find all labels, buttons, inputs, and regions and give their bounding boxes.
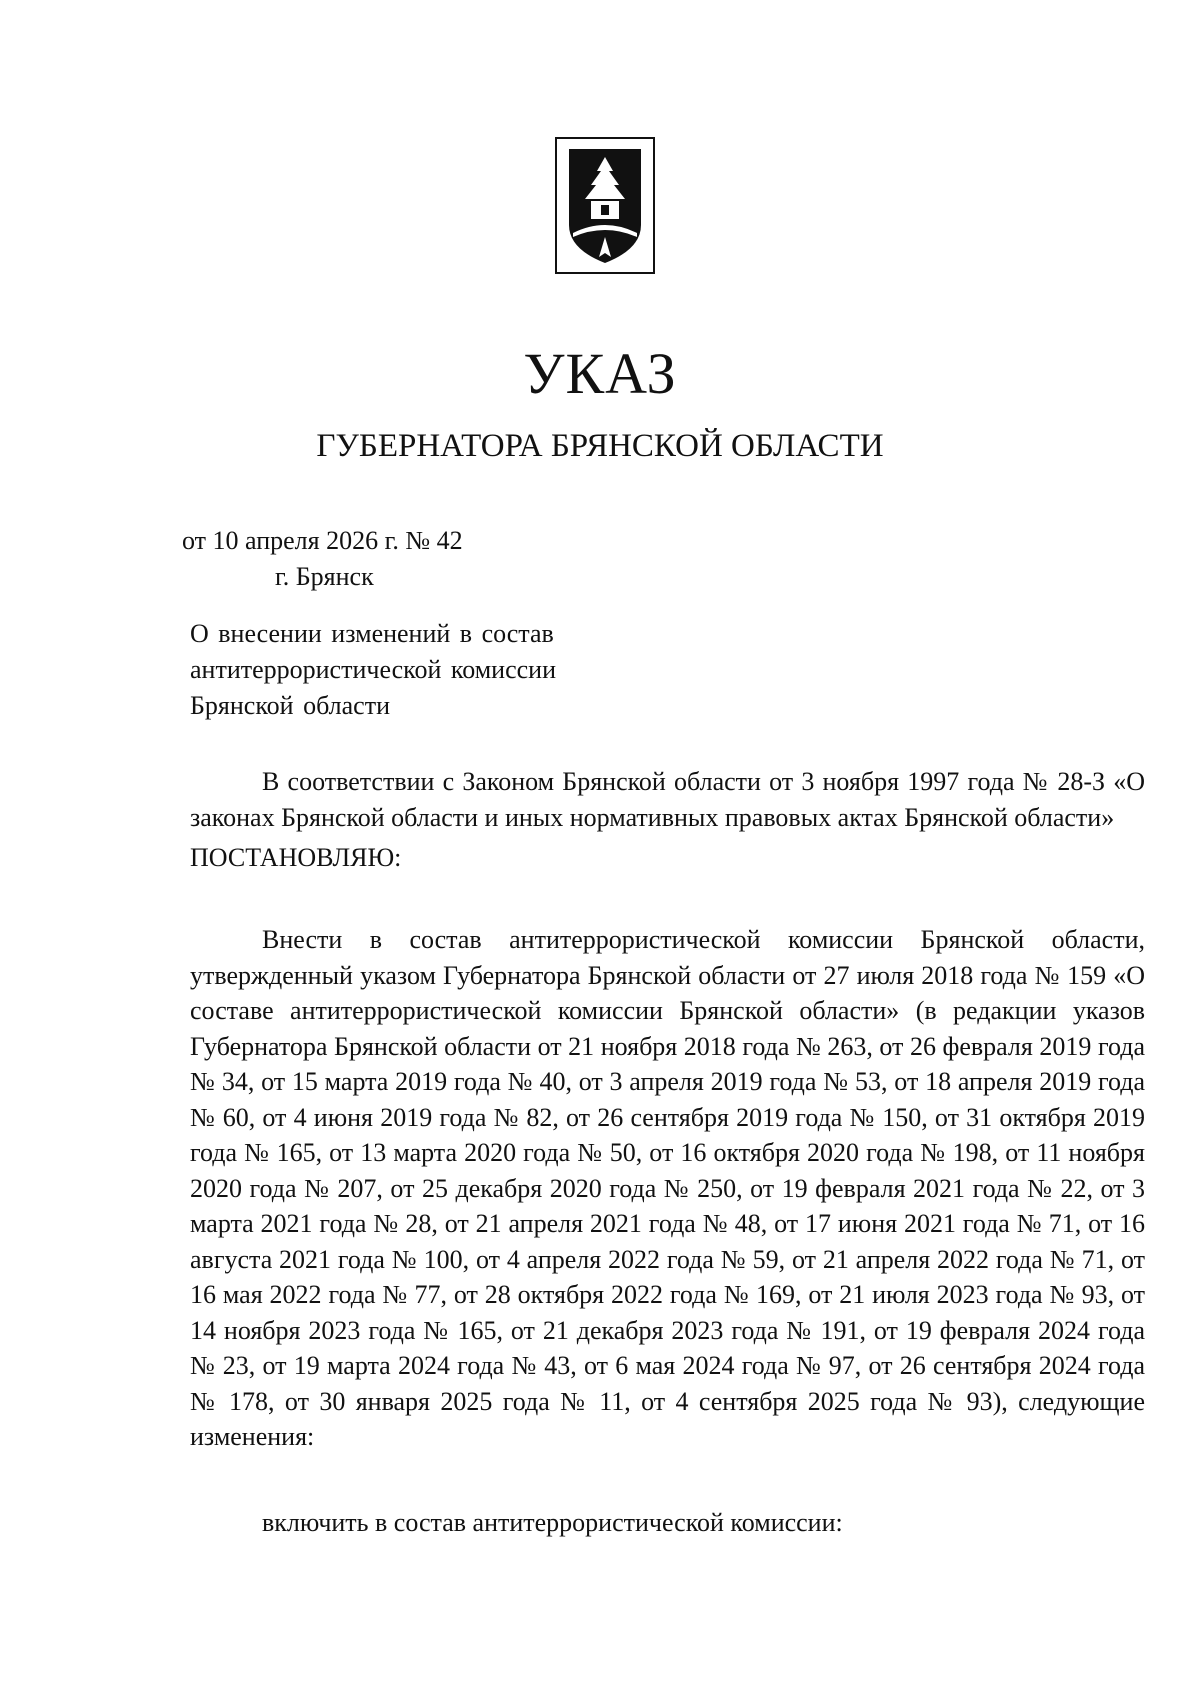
legal-basis-paragraph: В соответствии с Законом Брянской области от 3 ноября 1997 года № 28-З «О законах Брянской области и иных нормативных правовых актах Брянской области» — [190, 767, 1145, 832]
heading-line: Брянской области — [190, 691, 390, 720]
heading-line: О внесении изменений в состав — [190, 619, 554, 648]
document-city: г. Брянск — [275, 562, 374, 591]
document-title: УКАЗ — [523, 341, 677, 406]
document-heading — [190, 616, 650, 724]
coat-of-arms-icon — [555, 137, 655, 274]
decree-word: ПОСТАНОВЛЯЮ: — [190, 843, 402, 872]
heading-line: антитеррористической комиссии — [190, 655, 556, 684]
document-date-number: от 10 апреля 2026 г. № 42 — [182, 526, 463, 555]
document-subtitle: ГУБЕРНАТОРА БРЯНСКОЙ ОБЛАСТИ — [316, 428, 884, 464]
include-paragraph: включить в состав антитеррористической комиссии: — [262, 1508, 843, 1537]
main-paragraph: Внести в состав антитеррористической комиссии Брянской области, утвержденный указом Губернатора Брянской области от 27 июля 2018 года № 159 «О составе антитеррористической комиссии Брянской области» (в редакции указов Губернатора Брянской области от 21 ноября 2018 года № 263, от 26 февраля 2019 года № 34, от 15 марта 2019 года № 40, от 3 апреля 2019 года № 53, от 18 апреля 2019 года № 60, от 4 июня 2019 года № 82, от 26 сентября 2019 года № 150, от 31 октября 2019 года № 165, от 13 марта 2020 года № 50, от 16 октября 2020 года № 198, от 11 ноября 2020 года № 207, от 25 декабря 2020 года № 250, от 19 февраля 2021 года № 22, от 3 марта 2021 года № 28, от 21 апреля 2021 года № 48, от 17 июня 2021 года № 71, от 16 августа 2021 года № 100, от 4 апреля 2022 года № 59, от 21 апреля 2022 года № 71, от 16 мая 2022 года № 77, от 28 октября 2022 года № 169, от 21 июля 2023 года № 93, от 14 ноября 2023 года № 165, от 21 декабря 2023 года № 191, от 19 февраля 2024 года № 23, от 19 марта 2024 года № 43, от 6 мая 2024 года № 97, от 26 сентября 2024 года № 178, от 30 января 2025 года № 11, от 4 сентября 2025 года № 93), следующие изменения: — [190, 925, 1145, 1451]
